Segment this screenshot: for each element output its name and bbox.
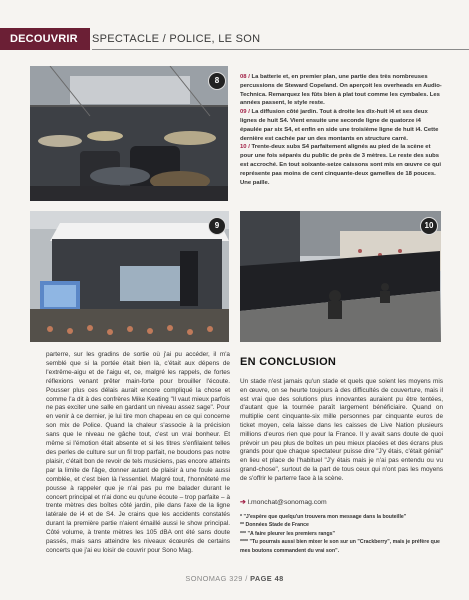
footnote: * "J'espère que quelqu'un trouvera mon message dans la bouteille" (240, 514, 407, 520)
caption-09 (240, 108, 443, 143)
caption-text: La diffusion côté jardin. Tout à droite les dix-huit i4 et ses deux lignes de huit S4. Vient ensuite une seconde ligne de quatorze i4 épaulée par six S4, et enfin en side une troisième ligne de huit i4. Cette dernière est cachée par un des montants en structure carré. (240, 109, 439, 142)
photo-stage-left (30, 211, 229, 342)
caption-10 (240, 143, 443, 187)
conclusion-heading: EN CONCLUSION (240, 356, 337, 368)
photo-drums (30, 66, 228, 201)
photo-number-badge: 8 (208, 72, 226, 90)
subwoofers-image (240, 211, 441, 342)
page-header (0, 28, 469, 50)
caption-text: La batterie et, en premier plan, une partie des très nombreuses percussions de Steward Copeland. On aperçoit les overheads en Audio-Technica. Remarquez les fûts bien à plat tout comme les cymbales. Les années passent, le style reste. (240, 74, 442, 107)
article-body (46, 351, 230, 556)
caption-number: 10 / (240, 144, 250, 151)
page-number: PAGE 48 (250, 574, 284, 583)
body-paragraph: parterre, sur les gradins de sortie où j'ai pu accéder, il m'a semblé que si la portée était bien là, c'était aux dépens de l'extrême-aigu et de l'aigu et, ce, malgré les rappels, de fortes réflexions venant prêter main-forte pour brouiller l'écoute. Pousser plus ces délais aurait encore compliqué la chose et comme l'a dit à des confrères Mike Keating "Il vaut mieux parfois ne pas exciter une salle en gardant un niveau assez sage". Pour en venir à ce dernier, je lui tire mon chapeau en ce qui concerne son mix de Police. Quand la chaleur s'associe à la précision sans que le niveau ne gâche tout, c'est un vrai bonheur. Et même si l'émotion était absente et si les titres s'enfilaient telles des perles de culture sur un fil trop parfait, ne boudons pas notre plaisir, c'était bon de revoir de tels musiciens, pas encore atteints par la limite de l'âge, donner autant de plaisir à une foule aussi comblée, et c'est bien là l'essentiel. Malgré tout, l'honnêteté me pousse à rappeler que je n'ai pas pu me balader durant le concert principal et n'ai donc eu qu'une écoute – trop parfaite – à trente mètres des boîtes côté jardin, pile dans l'axe de la ligne latérale de i4 et de S4. Je crains que les accidents constatés durant la première partie n'aient émaillé aussi le show principal. Côté volume, à trente mètres les 105 dBA ont été sans doute passés, mais sans atteindre les niveaux écœurés de certains concerts que j'ai eu loisir de couvrir pour Sono Mag. (46, 351, 230, 554)
photo-number-badge: 9 (208, 217, 226, 235)
page-title: SPECTACLE / POLICE, LE SON (92, 33, 261, 45)
footnotes (240, 513, 443, 555)
footnote: *** "A faire pleurer les premiers rangs" (240, 530, 335, 537)
section-label: DECOUVRIR (0, 28, 90, 50)
footnote: ** Données Stade de France (240, 522, 309, 529)
stage-image (30, 211, 229, 342)
caption-number: 08 / (240, 74, 250, 80)
arrow-icon: ➔ (240, 499, 246, 506)
page-footer (0, 574, 469, 583)
footnote: **** "Tu pourrais aussi bien mixer le son sur un "Crackberry", mais je préfère que mes boutons commandent du vrai son". (240, 539, 440, 554)
magazine-issue: SONOMAG 329 / (185, 574, 248, 583)
caption-text: Trente-deux subs S4 parfaitement alignés au pied de la scène et pour une fois séparés du public de près de 3 mètres. Le reste des subs est accroché. En tout soixante-seize caissons sont mis en œuvre ce qui représente pas moins de cent cinquante-deux gamelles de 18 pouces. Une paille. (240, 144, 442, 186)
conclusion-body (240, 378, 443, 484)
conclusion-paragraph: Un stade n'est jamais qu'un stade et quels que soient les moyens mis en œuvre, on se heurte toujours à des difficultés de couverture, mais il est vrai que des solutions plus innovantes auraient pu être tentées, d'autant que la tournée paraît largement bénéficiaire. Quand on multiplie cent cinquante-six mille personnes par cinquante euros de ticket moyen, cela laisse dans les caisses de Live Nation plusieurs millions d'euros rien que pour la France. Il y avait sans doute de quoi prévoir un peu plus de boîtes un peu mieux placées et des écrans plus grands pour que chaque spectateur puisse dire "J'y étais, c'était génial" en lieu et place de l'habituel "J'y étais mais je n'ai pas entendu ou vu grand-chose", surtout de la part de tous ceux qui n'ont pas les moyens de s'offrir le parterre face à la scène. (240, 378, 443, 482)
photo-subwoofers (240, 211, 441, 342)
caption-number: 09 / (240, 109, 250, 116)
author-email-row (240, 498, 327, 506)
caption-08 (240, 73, 443, 108)
author-email-link[interactable]: l.monchat@sonomag.com (247, 499, 327, 506)
photo-captions (240, 73, 443, 187)
photo-number-badge: 10 (420, 217, 438, 235)
drums-image (30, 66, 228, 201)
header-rule (92, 49, 469, 50)
